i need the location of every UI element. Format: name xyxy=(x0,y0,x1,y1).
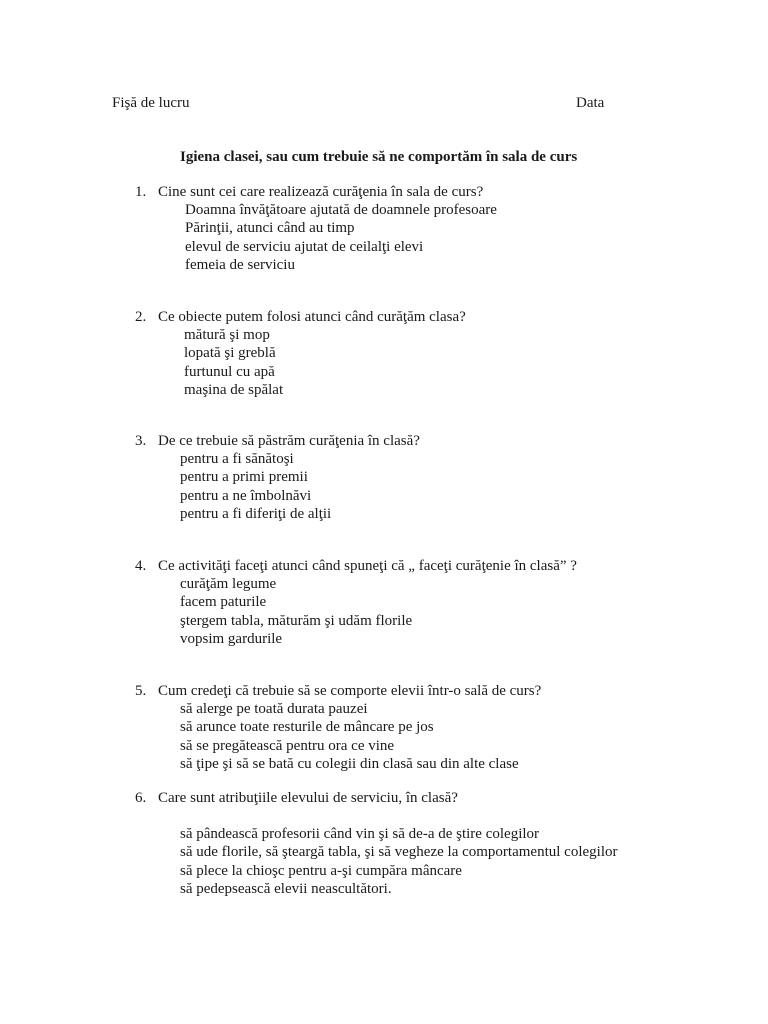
answer-option[interactable]: femeia de serviciu xyxy=(185,256,295,273)
answer-option[interactable]: pentru a ne îmbolnăvi xyxy=(180,487,312,504)
question-number: 6. xyxy=(135,790,147,806)
question-5-options xyxy=(180,700,519,773)
question-number: 2. xyxy=(135,309,147,325)
date-label: Data xyxy=(576,95,605,111)
question-text: Ce obiecte putem folosi atunci când curăţăm clasa? xyxy=(158,309,466,325)
question-2-options xyxy=(184,326,283,399)
question-2 xyxy=(135,308,466,326)
answer-option[interactable]: furtunul cu apă xyxy=(184,363,275,380)
question-text: Care sunt atribuţiile elevului de serviciu, în clasă? xyxy=(158,790,458,806)
question-text: Cine sunt cei care realizează curăţenia în sala de curs? xyxy=(158,184,484,200)
answer-option[interactable]: facem paturile xyxy=(180,594,267,611)
answer-option[interactable]: pentru a primi premii xyxy=(180,469,308,486)
question-text: Cum credeţi că trebuie să se comporte elevii într-o sală de curs? xyxy=(158,683,542,699)
question-number: 5. xyxy=(135,683,147,699)
answer-option[interactable]: să plece la chioşc pentru a-şi cumpăra mâncare xyxy=(180,862,462,879)
question-1-options xyxy=(185,201,497,274)
answer-option[interactable]: maşina de spălat xyxy=(184,381,284,398)
question-6 xyxy=(135,789,458,807)
worksheet-title: Igiena clasei, sau cum trebuie să ne comportăm în sala de curs xyxy=(180,149,578,165)
answer-option[interactable]: lopată şi greblă xyxy=(184,345,276,362)
question-5 xyxy=(135,682,541,700)
question-3 xyxy=(135,432,420,450)
question-4-options xyxy=(180,575,412,648)
question-number: 1. xyxy=(135,184,147,200)
worksheet-label: Fişă de lucru xyxy=(112,95,190,111)
answer-option[interactable]: Doamna învăţătoare ajutată de doamnele profesoare xyxy=(185,202,497,218)
question-number: 3. xyxy=(135,433,147,449)
answer-option[interactable]: elevul de serviciu ajutat de ceilalţi elevi xyxy=(185,238,424,255)
answer-option[interactable]: Părinţii, atunci când au timp xyxy=(185,220,355,237)
question-text: Ce activităţi faceţi atunci când spuneţi că „ faceţi curăţenie în clasă” ? xyxy=(158,558,577,574)
answer-option[interactable]: ştergem tabla, măturăm şi udăm florile xyxy=(180,612,413,629)
question-6-options xyxy=(180,825,617,898)
answer-option[interactable]: să pândească profesorii când vin şi să de-a de ştire colegilor xyxy=(180,826,540,842)
answer-option[interactable]: pentru a fi sănătoşi xyxy=(180,451,294,467)
question-text: De ce trebuie să păstrăm curăţenia în clasă? xyxy=(158,433,420,449)
question-number: 4. xyxy=(135,558,147,574)
answer-option[interactable]: să arunce toate resturile de mâncare pe jos xyxy=(180,719,434,736)
answer-option[interactable]: mătură şi mop xyxy=(184,327,270,343)
answer-option[interactable]: vopsim gardurile xyxy=(180,630,283,647)
answer-option[interactable]: pentru a fi diferiţi de alţii xyxy=(180,505,332,522)
question-4 xyxy=(135,557,577,575)
question-3-options xyxy=(180,450,331,523)
answer-option[interactable]: să ţipe şi să se bată cu colegii din clasă sau din alte clase xyxy=(180,755,519,772)
answer-option[interactable]: să alerge pe toată durata pauzei xyxy=(180,701,368,717)
answer-option[interactable]: curăţăm legume xyxy=(180,576,277,592)
answer-option[interactable]: să ude florile, să şteargă tabla, şi să vegheze la comportamentul colegilor xyxy=(180,844,618,861)
question-1 xyxy=(135,183,483,201)
answer-option[interactable]: să se pregătească pentru ora ce vine xyxy=(180,737,395,754)
answer-option[interactable]: să pedepsească elevii neascultători. xyxy=(180,880,392,897)
